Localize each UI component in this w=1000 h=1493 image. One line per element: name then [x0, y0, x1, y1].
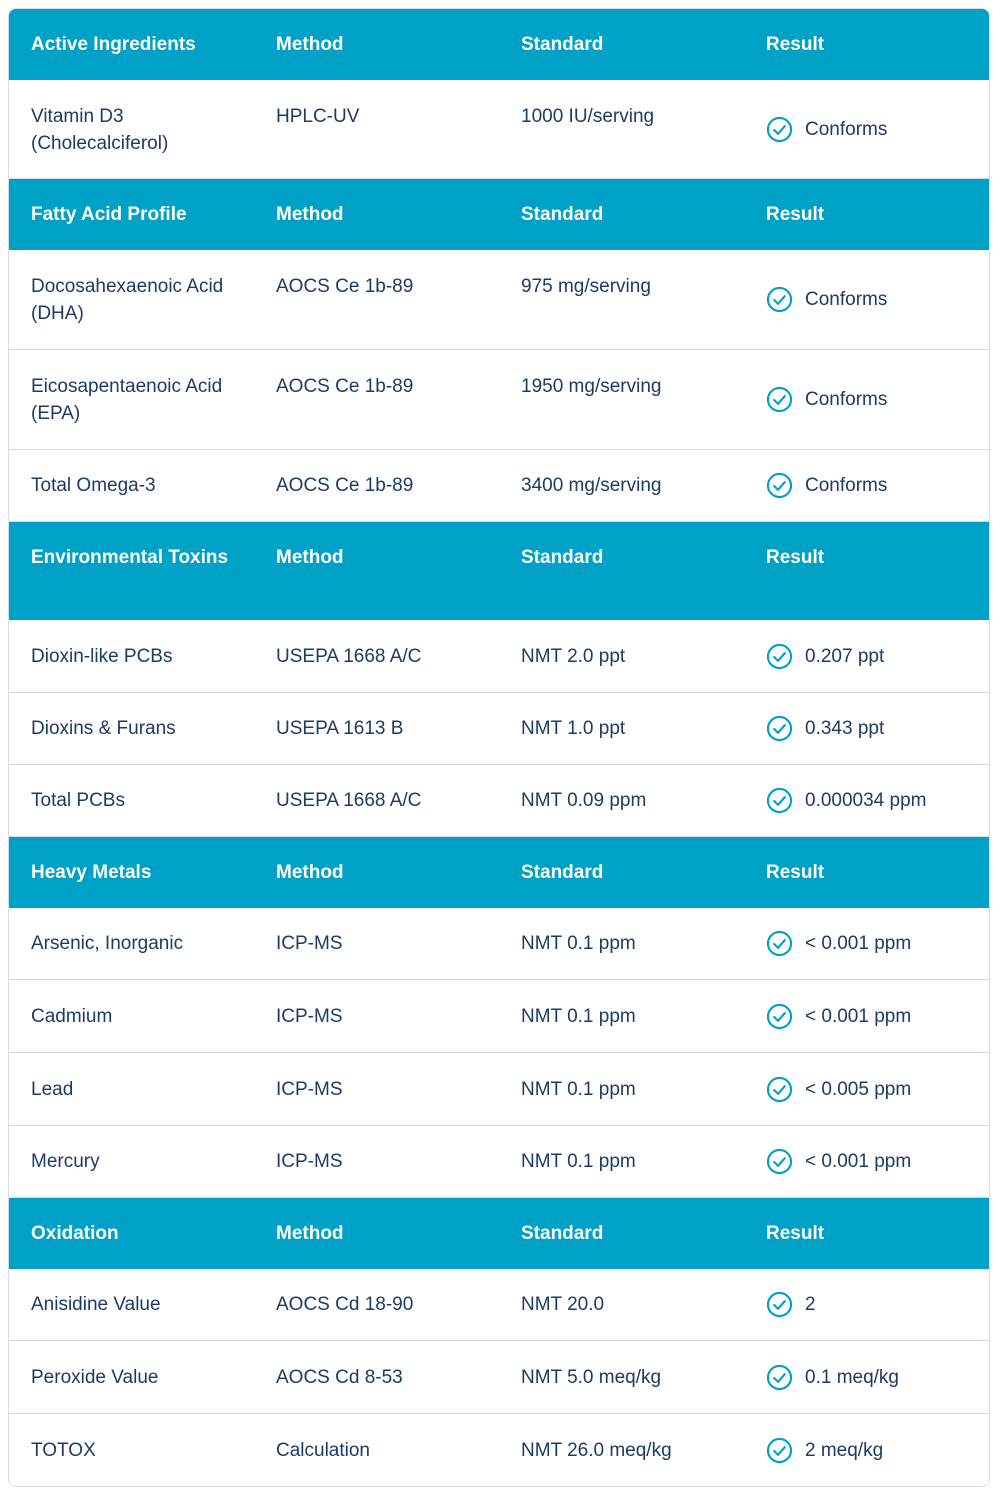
result-value: 0.343 ppt	[805, 718, 885, 739]
result-value: 2	[805, 1294, 816, 1315]
analyte-cell: Cadmium	[31, 1005, 113, 1027]
method-cell: AOCS Cd 18-90	[276, 1294, 414, 1315]
standard-cell: NMT 0.1 ppm	[521, 1151, 636, 1172]
check-circle-icon	[766, 472, 793, 499]
section-title: Fatty Acid Profile	[31, 204, 187, 225]
standard-cell: NMT 0.1 ppm	[521, 1005, 636, 1027]
analyte-cell: Arsenic, Inorganic	[31, 933, 184, 954]
result-cell	[744, 980, 989, 1052]
section-header	[9, 179, 989, 250]
method-cell: HPLC-UV	[276, 106, 360, 127]
standard-header: Standard	[521, 547, 604, 568]
result-value: < 0.001 ppm	[805, 1151, 912, 1172]
analyte-cell: Docosahexaenoic Acid (DHA)	[31, 276, 224, 324]
method-cell: AOCS Cd 8-53	[276, 1366, 403, 1388]
result-cell	[744, 1341, 989, 1413]
result-cell	[744, 250, 989, 349]
result-cell	[744, 693, 989, 764]
table-row	[9, 1269, 989, 1341]
analyte-cell: Vitamin D3 (Cholecalciferol)	[31, 106, 169, 154]
table-row	[9, 620, 989, 693]
method-cell: AOCS Ce 1b-89	[276, 475, 414, 496]
analyte-cell: Eicosapentaenoic Acid (EPA)	[31, 376, 223, 424]
result-value: < 0.001 ppm	[805, 933, 912, 954]
analyte-cell: Peroxide Value	[31, 1366, 159, 1388]
check-circle-icon	[766, 1003, 793, 1030]
standard-cell: 3400 mg/serving	[521, 475, 662, 496]
check-circle-icon	[766, 1437, 793, 1464]
check-circle-icon	[766, 1291, 793, 1318]
result-value: < 0.001 ppm	[805, 1005, 912, 1027]
analyte-cell: Lead	[31, 1078, 74, 1100]
check-circle-icon	[766, 116, 793, 143]
section-title: Oxidation	[31, 1223, 119, 1244]
method-cell: USEPA 1613 B	[276, 718, 404, 739]
method-cell: USEPA 1668 A/C	[276, 790, 422, 811]
method-cell: ICP-MS	[276, 933, 343, 954]
result-value: Conforms	[805, 289, 888, 310]
section-header	[9, 1198, 989, 1269]
table-row	[9, 250, 989, 350]
method-cell: AOCS Ce 1b-89	[276, 376, 414, 397]
method-header: Method	[276, 34, 344, 55]
standard-header: Standard	[521, 1223, 604, 1244]
standard-cell: 1950 mg/serving	[521, 376, 662, 397]
table-row	[9, 908, 989, 980]
result-cell	[744, 450, 989, 521]
method-header: Method	[276, 547, 344, 568]
section-title: Environmental Toxins	[31, 547, 229, 568]
section-header	[9, 9, 989, 80]
result-cell	[744, 1414, 989, 1486]
method-cell: USEPA 1668 A/C	[276, 645, 422, 667]
result-cell	[744, 350, 989, 449]
result-value: 0.1 meq/kg	[805, 1366, 899, 1388]
standard-header: Standard	[521, 204, 604, 225]
standard-cell: 1000 IU/serving	[521, 106, 655, 127]
method-cell: AOCS Ce 1b-89	[276, 276, 414, 297]
method-cell: ICP-MS	[276, 1005, 343, 1027]
result-value: < 0.005 ppm	[805, 1078, 912, 1100]
results-table	[8, 8, 990, 1487]
table-row	[9, 350, 989, 450]
check-circle-icon	[766, 1076, 793, 1103]
result-cell	[744, 765, 989, 836]
result-value: Conforms	[805, 475, 888, 496]
result-cell	[744, 1126, 989, 1197]
result-cell	[744, 1053, 989, 1125]
standard-header: Standard	[521, 34, 604, 55]
result-value: Conforms	[805, 118, 888, 140]
standard-cell: NMT 1.0 ppt	[521, 718, 626, 739]
result-header: Result	[766, 1223, 825, 1244]
check-circle-icon	[766, 930, 793, 957]
result-cell	[744, 908, 989, 979]
standard-cell: 975 mg/serving	[521, 276, 651, 297]
table-row	[9, 1126, 989, 1198]
analyte-cell: TOTOX	[31, 1439, 96, 1461]
result-header: Result	[766, 204, 825, 225]
method-cell: ICP-MS	[276, 1078, 343, 1100]
check-circle-icon	[766, 286, 793, 313]
method-header: Method	[276, 1223, 344, 1244]
standard-cell: NMT 2.0 ppt	[521, 645, 626, 667]
section-title: Heavy Metals	[31, 862, 152, 883]
check-circle-icon	[766, 787, 793, 814]
analyte-cell: Mercury	[31, 1151, 100, 1172]
result-value: 0.000034 ppm	[805, 790, 927, 811]
table-row	[9, 1414, 989, 1486]
result-header: Result	[766, 547, 825, 568]
section-title: Active Ingredients	[31, 34, 196, 55]
result-cell	[744, 620, 989, 692]
analyte-cell: Dioxin-like PCBs	[31, 645, 173, 667]
result-value: Conforms	[805, 389, 888, 410]
method-header: Method	[276, 204, 344, 225]
section-header	[9, 837, 989, 908]
check-circle-icon	[766, 643, 793, 670]
table-row	[9, 980, 989, 1053]
table-row	[9, 1341, 989, 1414]
standard-cell: NMT 26.0 meq/kg	[521, 1439, 672, 1461]
result-value: 0.207 ppt	[805, 645, 885, 667]
result-header: Result	[766, 862, 825, 883]
method-header: Method	[276, 862, 344, 883]
standard-cell: NMT 5.0 meq/kg	[521, 1366, 662, 1388]
table-row	[9, 765, 989, 837]
result-cell	[744, 1269, 989, 1340]
table-row	[9, 80, 989, 179]
table-row	[9, 450, 989, 522]
check-circle-icon	[766, 715, 793, 742]
section-header	[9, 522, 989, 620]
analyte-cell: Dioxins & Furans	[31, 718, 176, 739]
check-circle-icon	[766, 1364, 793, 1391]
check-circle-icon	[766, 386, 793, 413]
standard-cell: NMT 0.1 ppm	[521, 1078, 636, 1100]
standard-cell: NMT 0.1 ppm	[521, 933, 636, 954]
result-header: Result	[766, 34, 825, 55]
table-row	[9, 693, 989, 765]
check-circle-icon	[766, 1148, 793, 1175]
standard-header: Standard	[521, 862, 604, 883]
method-cell: ICP-MS	[276, 1151, 343, 1172]
standard-cell: NMT 0.09 ppm	[521, 790, 647, 811]
result-cell	[744, 80, 989, 178]
analyte-cell: Total Omega-3	[31, 475, 156, 496]
standard-cell: NMT 20.0	[521, 1294, 605, 1315]
table-row	[9, 1053, 989, 1126]
analyte-cell: Anisidine Value	[31, 1294, 161, 1315]
method-cell: Calculation	[276, 1439, 370, 1461]
analyte-cell: Total PCBs	[31, 790, 125, 811]
result-value: 2 meq/kg	[805, 1439, 884, 1461]
